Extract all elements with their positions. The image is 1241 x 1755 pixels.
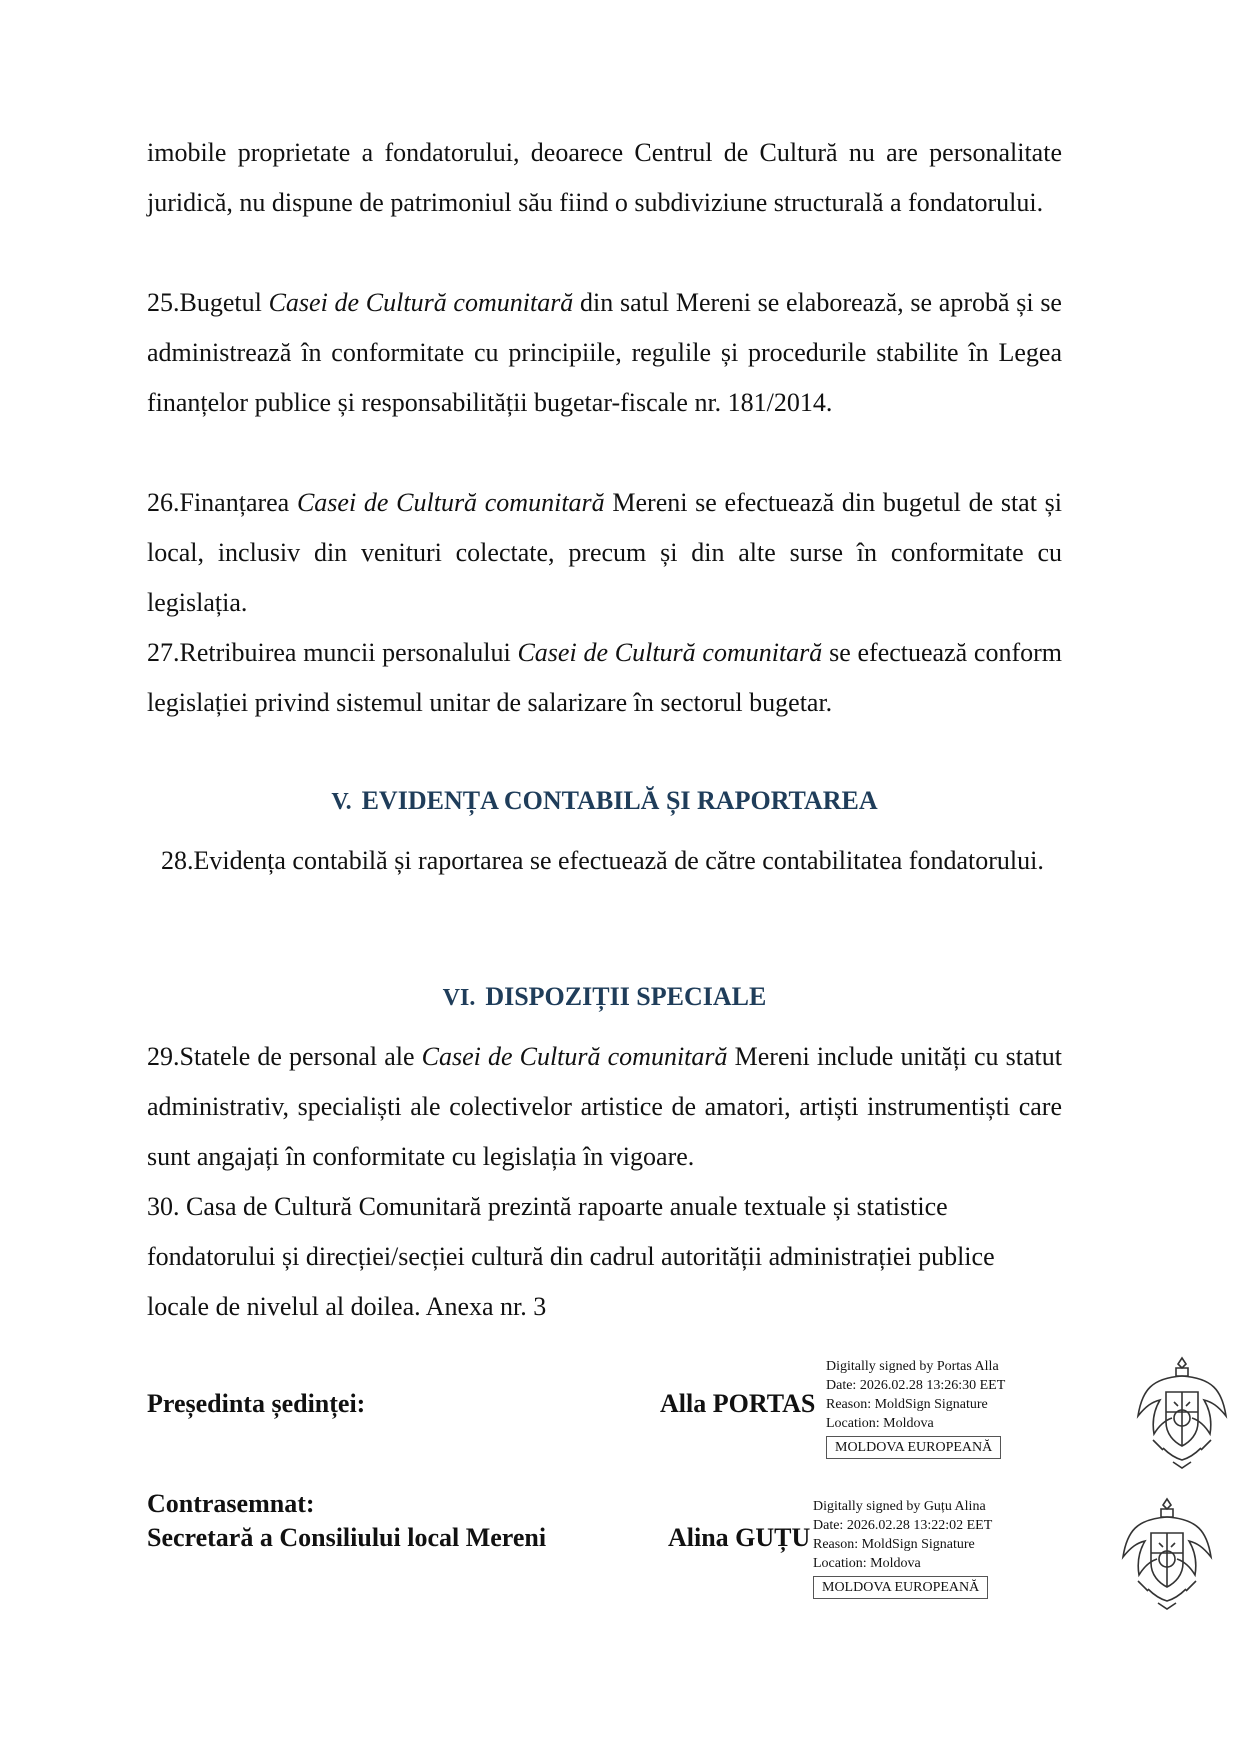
moldova-coat-of-arms-icon — [1133, 1352, 1231, 1472]
paragraph-25 — [147, 278, 1062, 428]
signature-2-signer: Digitally signed by Guțu Alina — [813, 1499, 986, 1514]
paragraph-29-italic: Casei de Cultură comunitară — [421, 1042, 728, 1071]
secretary-name: Alina GUȚU — [668, 1523, 811, 1552]
section-5-number: V. — [331, 789, 352, 815]
signature-1-badge: MOLDOVA EUROPEANĂ — [826, 1436, 1001, 1459]
paragraph-26-end: Mereni se efectuează din bugetul de stat și local, inclusiv din venituri colectate, precum și din alte surse în conformitate cu legislația. — [147, 488, 1062, 617]
paragraph-26-italic: Casei de Cultură comunitară — [296, 488, 605, 517]
signature-1-reason: Reason: MoldSign Signature — [826, 1397, 988, 1412]
paragraph-29 — [147, 1032, 1062, 1182]
signature-2-location: Location: Moldova — [813, 1556, 921, 1571]
paragraph-26-start: 26.Finanțarea — [147, 488, 297, 517]
paragraph-27 — [147, 628, 1062, 728]
paragraph-25-end: din satul Mereni se elaborează, se aprobă și se administrează în conformitate cu principiile, regulile și procedurile stabilite în Legea finanțelor publice și responsabilității bugetar-fiscale nr. 181/2014. — [147, 288, 1062, 417]
countersign-label: Contrasemnat: — [147, 1489, 315, 1518]
paragraph-27-italic: Casei de Cultură comunitară — [517, 638, 823, 667]
paragraph-30: 30. Casa de Cultură Comunitară prezintă rapoarte anuale textuale și statistice fondatorului și direcției/secției cultură din cadrul autorității administrației publice locale de nivelul al doilea. Anexa nr. 3 — [147, 1192, 995, 1321]
signature-1-signer: Digitally signed by Portas Alla — [826, 1359, 999, 1374]
signature-1-location: Location: Moldova — [826, 1416, 934, 1431]
paragraph-29-start: 29.Statele de personal ale — [147, 1042, 422, 1071]
section-6-number: VI. — [442, 985, 476, 1011]
section-5-title: EVIDENȚA CONTABILĂ ȘI RAPORTAREA — [361, 786, 878, 815]
paragraph-25-start: 25.Bugetul — [147, 288, 269, 317]
section-6-title: DISPOZIȚII SPECIALE — [485, 982, 767, 1011]
paragraph-25-italic: Casei de Cultură comunitară — [268, 288, 574, 317]
paragraph-29-end: Mereni include unități cu statut administrativ, specialiști ale colectivelor artistice de amatori, artiști instrumentiști care sunt angajați în conformitate cu legislația în vigoare. — [147, 1042, 1062, 1171]
chair-name: Alla PORTAS — [660, 1389, 816, 1418]
moldova-coat-of-arms-icon — [1118, 1493, 1216, 1613]
signature-1-date: Date: 2026.02.28 13:26:30 EET — [826, 1378, 1006, 1393]
paragraph-27-start: 27.Retribuirea muncii personalului — [147, 638, 518, 667]
paragraph-27-end: se efectuează conform legislației privind sistemul unitar de salarizare în sectorul bugetar. — [147, 638, 1062, 717]
digital-signature-2 — [813, 1497, 992, 1599]
secretary-label: Secretară a Consiliului local Mereni — [147, 1523, 547, 1552]
section-6-heading — [147, 981, 1062, 1014]
digital-signature-1 — [826, 1357, 1005, 1459]
paragraph-28: 28.Evidența contabilă și raportarea se efectuează de către contabilitatea fondatorului. — [161, 846, 1044, 875]
signature-2-date: Date: 2026.02.28 13:22:02 EET — [813, 1518, 993, 1533]
section-5-heading — [147, 785, 1062, 818]
signature-2-badge: MOLDOVA EUROPEANĂ — [813, 1576, 988, 1599]
chair-label: Președinta ședinței: — [147, 1389, 366, 1418]
paragraph-26 — [147, 478, 1062, 628]
signature-2-reason: Reason: MoldSign Signature — [813, 1537, 975, 1552]
paragraph-24-continued: imobile proprietate a fondatorului, deoarece Centrul de Cultură nu are personalitate juridică, nu dispune de patrimoniul său fiind o subdiviziune structurală a fondatorului. — [147, 138, 1062, 217]
